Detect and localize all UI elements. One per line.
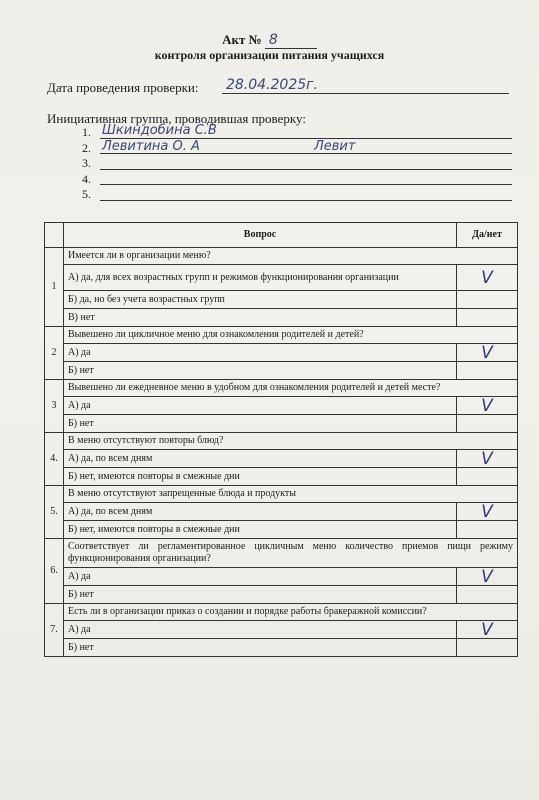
answer-option-text: А) да, по всем дням xyxy=(64,503,457,521)
answer-option-text: А) да xyxy=(64,568,457,586)
answer-checkbox[interactable] xyxy=(457,503,518,521)
group-member-line xyxy=(82,187,512,203)
answer-option-row xyxy=(45,621,518,639)
question-text: Соответствует ли регламентированное цикличным меню количество приемов пищи режиму функционирования организации? xyxy=(64,539,518,568)
answer-option-text: Б) да, но без учета возрастных групп xyxy=(64,291,457,309)
answer-option-text: А) да xyxy=(64,344,457,362)
question-number: 7. xyxy=(45,604,64,657)
check-mark: V xyxy=(481,448,493,469)
document-subtitle: контроля организации питания учащихся xyxy=(154,48,385,62)
question-number: 5. xyxy=(45,486,64,539)
question-row xyxy=(45,248,518,265)
answer-checkbox[interactable] xyxy=(457,450,518,468)
question-text: Вывешено ли цикличное меню для ознакомления родителей и детей? xyxy=(64,327,518,344)
answer-checkbox[interactable] xyxy=(457,265,518,291)
title-prefix: Акт № xyxy=(222,32,262,47)
answer-option-text: А) да, по всем дням xyxy=(64,450,457,468)
answer-option-text: А) да, для всех возрастных групп и режимов функционирования организации xyxy=(64,265,457,291)
answer-checkbox[interactable] xyxy=(457,521,518,539)
member-number: 1. xyxy=(82,125,91,139)
question-number: 2 xyxy=(45,327,64,380)
question-row xyxy=(45,604,518,621)
answer-option-row xyxy=(45,521,518,539)
answer-option-row xyxy=(45,415,518,433)
member-name: Шкиндобина С.В xyxy=(102,123,217,138)
header-answer: Да/нет xyxy=(457,223,518,248)
answer-option-row xyxy=(45,568,518,586)
date-label: Дата проведения проверки: xyxy=(47,80,199,95)
question-number: 4. xyxy=(45,433,64,486)
table-body xyxy=(45,248,518,657)
answer-checkbox[interactable] xyxy=(457,291,518,309)
answer-checkbox[interactable] xyxy=(457,586,518,604)
answer-checkbox[interactable] xyxy=(457,621,518,639)
question-text: Есть ли в организации приказ о создании и порядке работы бракеражной комиссии? xyxy=(64,604,518,621)
check-mark: V xyxy=(481,395,493,416)
answer-option-row xyxy=(45,450,518,468)
header-num-cell xyxy=(45,223,64,248)
answer-option-text: А) да xyxy=(64,621,457,639)
question-text: В меню отсутствуют повторы блюд? xyxy=(64,433,518,450)
answer-option-text: В) нет xyxy=(64,309,457,327)
answer-option-row xyxy=(45,586,518,604)
question-row xyxy=(45,486,518,503)
question-text: В меню отсутствуют запрещенные блюда и продукты xyxy=(64,486,518,503)
inspection-date-row xyxy=(47,77,507,96)
member-number: 5. xyxy=(82,187,91,201)
member-underline xyxy=(100,200,512,201)
answer-checkbox[interactable] xyxy=(457,639,518,657)
act-number: 8 xyxy=(265,32,317,49)
group-member-line xyxy=(82,156,512,172)
member-name: Левитина О. А xyxy=(102,138,200,154)
question-text: Вывешено ли ежедневное меню в удобном для ознакомления родителей и детей месте? xyxy=(64,380,518,397)
check-mark: V xyxy=(481,619,493,640)
question-row xyxy=(45,327,518,344)
answer-option-row xyxy=(45,468,518,486)
header-question: Вопрос xyxy=(64,223,457,248)
answer-checkbox[interactable] xyxy=(457,309,518,327)
answer-option-row xyxy=(45,397,518,415)
member-underline xyxy=(100,184,512,185)
answer-option-text: Б) нет, имеются повторы в смежные дни xyxy=(64,468,457,486)
answer-option-row xyxy=(45,344,518,362)
answer-checkbox[interactable] xyxy=(457,415,518,433)
answer-option-row xyxy=(45,309,518,327)
question-row xyxy=(45,380,518,397)
group-member-line xyxy=(82,138,512,157)
answer-checkbox[interactable] xyxy=(457,397,518,415)
question-row xyxy=(45,433,518,450)
answer-option-row xyxy=(45,362,518,380)
answer-option-text: Б) нет xyxy=(64,362,457,380)
inspection-table xyxy=(44,222,518,657)
member-underline xyxy=(100,169,512,170)
check-mark: V xyxy=(481,501,493,522)
answer-option-row xyxy=(45,265,518,291)
member-number: 4. xyxy=(82,171,91,186)
document-title xyxy=(0,32,539,49)
answer-checkbox[interactable] xyxy=(457,468,518,486)
check-mark: V xyxy=(481,342,493,363)
member-number: 3. xyxy=(82,156,91,170)
question-row xyxy=(45,539,518,568)
answer-option-row xyxy=(45,639,518,657)
answer-option-text: Б) нет xyxy=(64,586,457,604)
answer-option-text: Б) нет xyxy=(64,415,457,433)
question-text: Имеется ли в организации меню? xyxy=(64,248,518,265)
question-number: 3 xyxy=(45,380,64,433)
answer-option-text: Б) нет, имеются повторы в смежные дни xyxy=(64,521,457,539)
member-number: 2. xyxy=(82,140,91,155)
answer-option-row xyxy=(45,503,518,521)
table-header-row xyxy=(45,223,518,248)
group-label: Инициативная группа, проводившая проверку: xyxy=(47,111,306,126)
group-member-line xyxy=(82,172,512,188)
check-mark: V xyxy=(481,566,493,587)
answer-checkbox[interactable] xyxy=(457,362,518,380)
question-number: 6. xyxy=(45,539,64,604)
answer-checkbox[interactable] xyxy=(457,568,518,586)
question-number: 1 xyxy=(45,248,64,327)
answer-option-row xyxy=(45,291,518,309)
check-mark: V xyxy=(481,267,493,288)
answer-option-text: Б) нет xyxy=(64,639,457,657)
date-value: 28.04.2025г. xyxy=(222,77,509,94)
member-signature: Левит xyxy=(314,138,356,154)
answer-option-text: А) да xyxy=(64,397,457,415)
group-members-list xyxy=(82,125,512,203)
answer-checkbox[interactable] xyxy=(457,344,518,362)
